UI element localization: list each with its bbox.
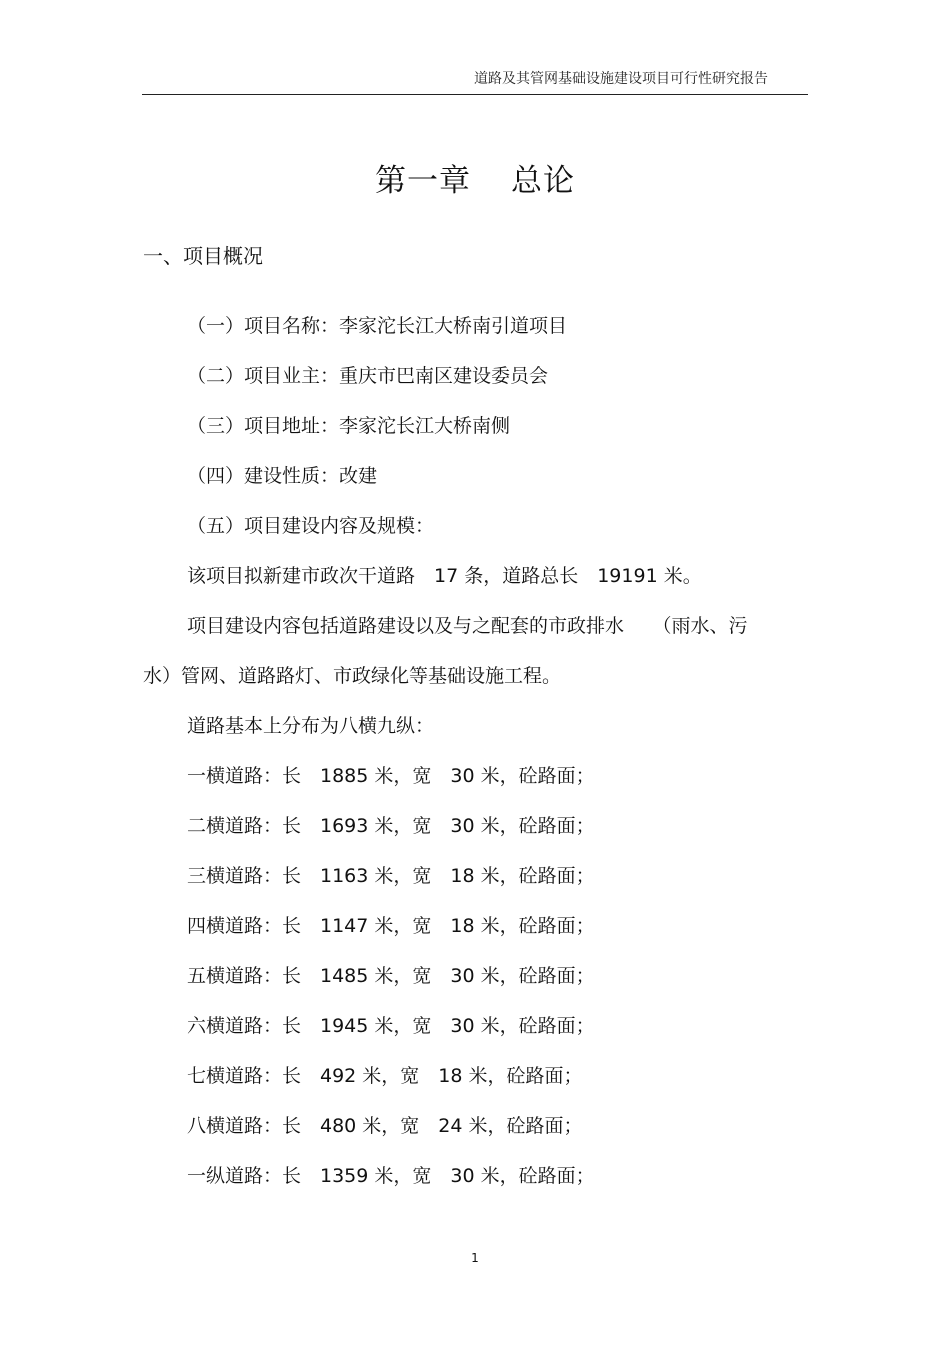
project-owner-item: （二）项目业主：重庆市巴南区建设委员会 — [187, 365, 549, 387]
chapter-number: 第一章 — [375, 163, 471, 199]
road-item: 三横道路：长 1163 米，宽 18 米，砼路面； — [187, 865, 595, 887]
paragraph-distribution: 道路基本上分布为八横九纵： — [187, 715, 435, 737]
road-item: 一横道路：长 1885 米，宽 30 米，砼路面； — [187, 765, 595, 787]
page-header — [142, 66, 808, 95]
project-nature-item: （四）建设性质：改建 — [187, 465, 378, 487]
road-item: 二横道路：长 1693 米，宽 30 米，砼路面； — [187, 815, 595, 837]
paragraph-total-length: 该项目拟新建市政次干道路 17 条，道路总长 19191 米。 — [187, 565, 702, 587]
section-heading: 一、项目概况 — [143, 244, 263, 268]
road-item: 五横道路：长 1485 米，宽 30 米，砼路面； — [187, 965, 595, 987]
chapter-title: 总论 — [511, 163, 575, 199]
header-title: 道路及其管网基础设施建设项目可行性研究报告 — [474, 71, 768, 87]
road-item: 六横道路：长 1945 米，宽 30 米，砼路面； — [187, 1015, 595, 1037]
project-address-item: （三）项目地址：李家沱长江大桥南侧 — [187, 415, 511, 437]
road-item: 七横道路：长 492 米，宽 18 米，砼路面； — [187, 1065, 583, 1087]
page-number: 1 — [471, 1251, 479, 1265]
paragraph-content-line2: 水）管网、道路路灯、市政绿化等基础设施工程。 — [143, 665, 562, 687]
road-item: 四横道路：长 1147 米，宽 18 米，砼路面； — [187, 915, 595, 937]
chapter-heading — [0, 155, 950, 200]
road-item: 八横道路：长 480 米，宽 24 米，砼路面； — [187, 1115, 583, 1137]
paragraph-content-line1: 项目建设内容包括道路建设以及与之配套的市政排水 （雨水、污 — [187, 615, 748, 637]
project-scope-item: （五）项目建设内容及规模： — [187, 515, 435, 537]
project-name-item: （一）项目名称：李家沱长江大桥南引道项目 — [187, 315, 568, 337]
road-item: 一纵道路：长 1359 米，宽 30 米，砼路面； — [187, 1165, 595, 1187]
